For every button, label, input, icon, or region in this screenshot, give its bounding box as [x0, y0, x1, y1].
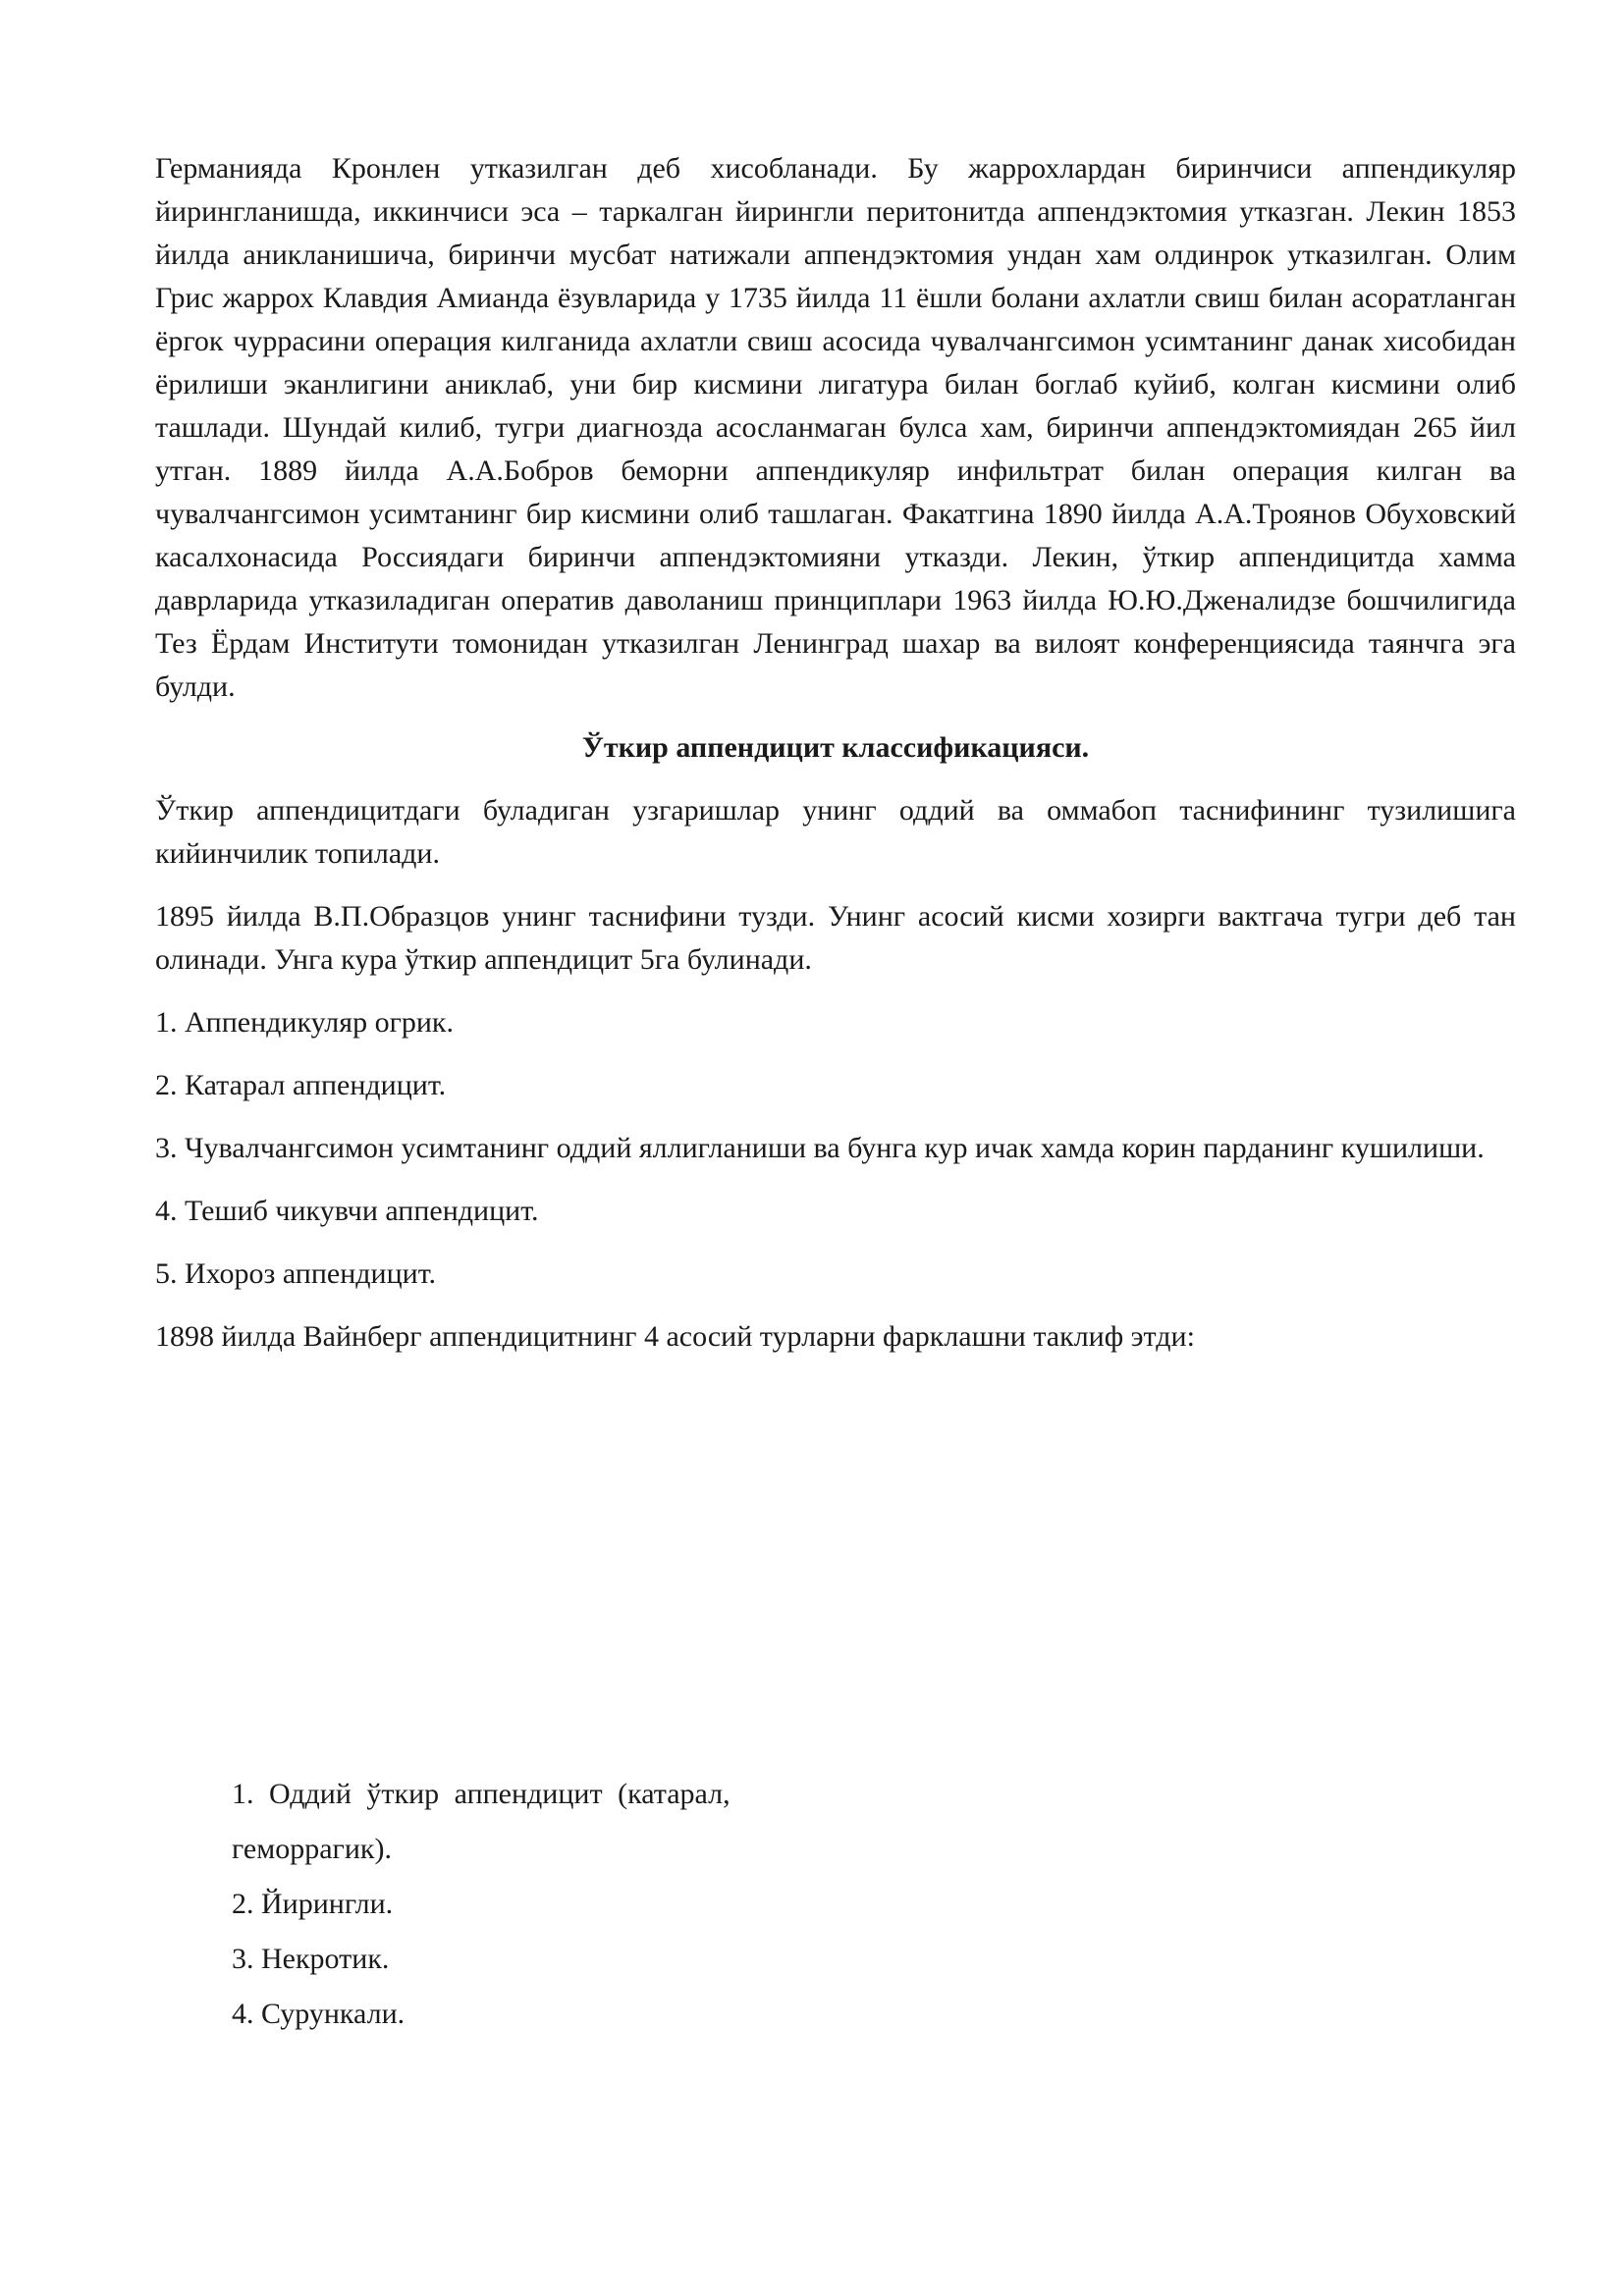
weinberg-list-item-1-line-1: 1. Оддий ўткир аппендицит (катарал, [232, 1778, 731, 1810]
intro-paragraph: Германияда Кронлен утказилган деб хисобланади. Бу жаррохлардан биринчиси аппендикуляр йирингланишда, иккинчиси эса – таркалган йирингли перитонитда аппендэктомия утказган. Лекин 1853 йилда аникланишича, биринчи мусбат натижали аппендэктомия ундан хам олдинрок утказилган. Олим Грис жаррох Клавдия Амианда ёзувларида у 1735 йилда 11 ёшли болани ахлатли свиш билан асоратланган ёргок чуррасини операция килганида ахлатли свиш асосида чувалчангсимон усимтанинг данак хисобидан ёрилиши эканлигини аниклаб, уни бир кисмини лигатура билан боглаб куйиб, колган кисмини олиб ташлади. Шундай килиб, тугри диагнозда асосланмаган булса хам, биринчи аппендэктомиядан 265 йил утган. 1889 йилда А.А.Бобров беморни аппендикуляр инфильтрат билан операция килган ва чувалчангсимон усимтанинг бир кисмини олиб ташлаган. Факатгина 1890 йилда А.А.Троянов Обуховский касалхонасида Россиядаги биринчи аппендэктомияни утказди. Лекин, ўткир аппендицитда хамма даврларида утказиладиган оператив даволаниш принциплари 1963 йилда Ю.Ю.Дженалидзе бошчилигида Тез Ёрдам Институти томонидан утказилган Ленинград шахар ва вилоят конференциясида таянчга эга булди. [155, 152, 1516, 703]
obraztsov-list-item-4: 4. Тешиб чикувчи аппендицит. [155, 1195, 539, 1227]
obraztsov-list-item-2: 2. Катарал аппендицит. [155, 1069, 447, 1101]
obraztsov-paragraph: 1895 йилда В.П.Образцов унинг таснифини тузди. Унинг асосий кисми хозирги вактгача тугри деб тан олинади. Унга кура ўткир аппендицит 5га булинади. [155, 900, 1516, 976]
weinberg-list [232, 1773, 840, 2048]
section-heading: Ўткир аппендицит классификацияси. [581, 731, 1090, 764]
obraztsov-list-item-5: 5. Ихороз аппендицит. [155, 1257, 437, 1290]
classification-paragraph: Ўткир аппендицитдаги буладиган узгаришлар унинг оддий ва оммабоп таснифининг тузилишига кийинчилик топилади. [155, 794, 1516, 870]
weinberg-paragraph: 1898 йилда Вайнберг аппендицитнинг 4 асосий турларни фарклашни таклиф этди: [155, 1320, 1195, 1353]
obraztsov-list-item-3: 3. Чувалчангсимон усимтанинг оддий яллигланиши ва бунга кур ичак хамда корин парданинг кушилиши. [155, 1132, 1485, 1164]
document-body [155, 147, 1516, 1359]
weinberg-list-item-3: 3. Некротик. [232, 1943, 390, 1975]
weinberg-list-item-4: 4. Сурункали. [232, 1998, 406, 2030]
weinberg-list-item-1-line-2: геморрагик). [232, 1833, 392, 1865]
obraztsov-list-item-1: 1. Аппендикуляр огрик. [155, 1006, 454, 1039]
weinberg-list-item-2: 2. Йирингли. [232, 1888, 394, 1920]
